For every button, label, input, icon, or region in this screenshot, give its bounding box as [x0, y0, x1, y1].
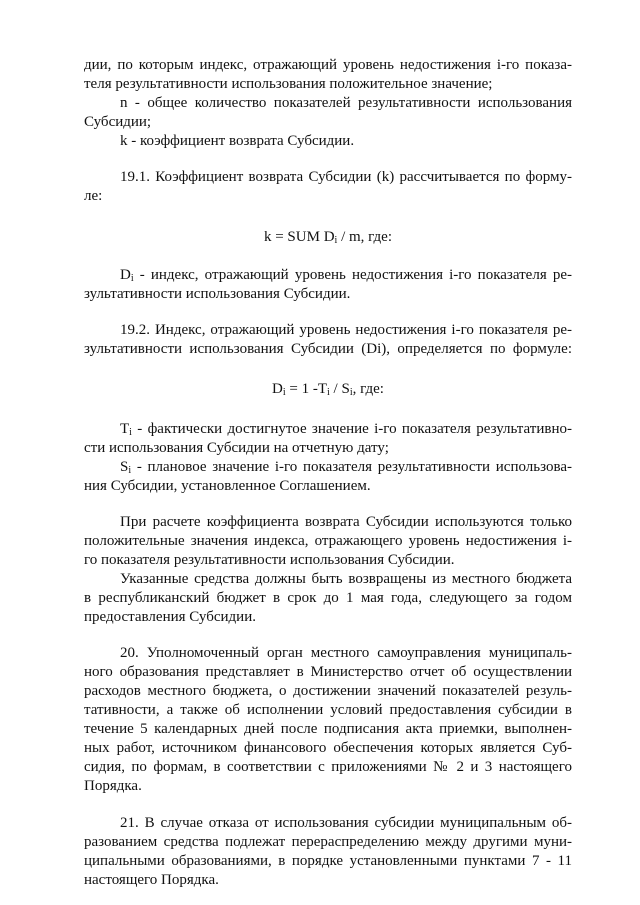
text-line: $D_i$ - индекс, отражающий уровень недостижения i-го показателя ре-	[120, 267, 572, 284]
text-line: зультативности использования Субсидии.	[84, 286, 351, 302]
text-line: Порядка.	[84, 778, 142, 794]
text-line: го показателя результативности использования Субсидии.	[84, 552, 455, 568]
text-line: ле:	[84, 188, 103, 204]
formula-k: k = SUM $D_i$ / m, где:	[263, 229, 393, 246]
text-line: теля результативности использования положительное значение;	[84, 76, 493, 92]
text-line: 19.1. Коэффициент возврата Субсидии (k) рассчитывается по форму-	[120, 169, 572, 185]
text-line: n - общее количество показателей результативности использования	[120, 95, 572, 111]
text-line: предоставления Субсидии.	[84, 609, 256, 625]
text-line: дии, по которым индекс, отражающий уровень недостижения i-го показа-	[84, 57, 572, 73]
text-line: 21. В случае отказа от использования субсидии муниципальным об-	[120, 815, 572, 831]
text-line: течение 5 календарных дней после подписания акта приемки, выполнен-	[84, 721, 572, 737]
formula-d: $D_i = 1$ $-T_i / S_i$, где:	[272, 381, 384, 398]
text-line: положительные значения индекса, отражающего уровень недостижения i-	[84, 533, 572, 549]
text-line: k - коэффициент возврата Субсидии.	[120, 133, 355, 149]
text-line: сидия, по формам, в соответствии с приложениями № 2 и 3 настоящего	[84, 759, 572, 775]
text-line: При расчете коэффициента возврата Субсидии используются только	[120, 514, 572, 530]
text-line: настоящего Порядка.	[84, 872, 219, 888]
text-line: ных работ, источником финансового обеспечения которых является Суб-	[84, 740, 572, 756]
text-line: ного образования представляет в Министерство отчет об осуществлении	[84, 664, 572, 680]
text-line: ципальными образованиями, в порядке установленными пунктами 7 - 11	[84, 853, 572, 869]
text-line: в республиканский бюджет в срок до 1 мая года, следующего за годом	[84, 590, 572, 606]
text-line: зультативности использования Субсидии (Di), определяется по формуле:	[84, 341, 572, 357]
text-line: ния Субсидии, установленное Соглашением.	[84, 478, 371, 494]
text-line: Указанные средства должны быть возвращены из местного бюджета	[120, 571, 572, 587]
text-line: тативности, а также об исполнении условий предоставления субсидии в	[84, 702, 572, 718]
text-line: сти использования Субсидии на отчетную дату;	[84, 440, 389, 456]
text-line: $T_i$ - фактически достигнутое значение i-го показателя результативно-	[120, 421, 572, 438]
text-line: Субсидии;	[84, 114, 152, 130]
text-line: разованием средства подлежат перераспределению между другими муни-	[84, 834, 572, 850]
text-line: $S_i$ - плановое значение i-го показателя результативности использова-	[120, 459, 572, 476]
text-line: 19.2. Индекс, отражающий уровень недостижения i-го показателя ре-	[120, 322, 572, 338]
text-line: 20. Уполномоченный орган местного самоуправления муниципаль-	[120, 645, 572, 661]
text-line: расходов местного бюджета, о достижении значений показателей резуль-	[84, 683, 572, 699]
